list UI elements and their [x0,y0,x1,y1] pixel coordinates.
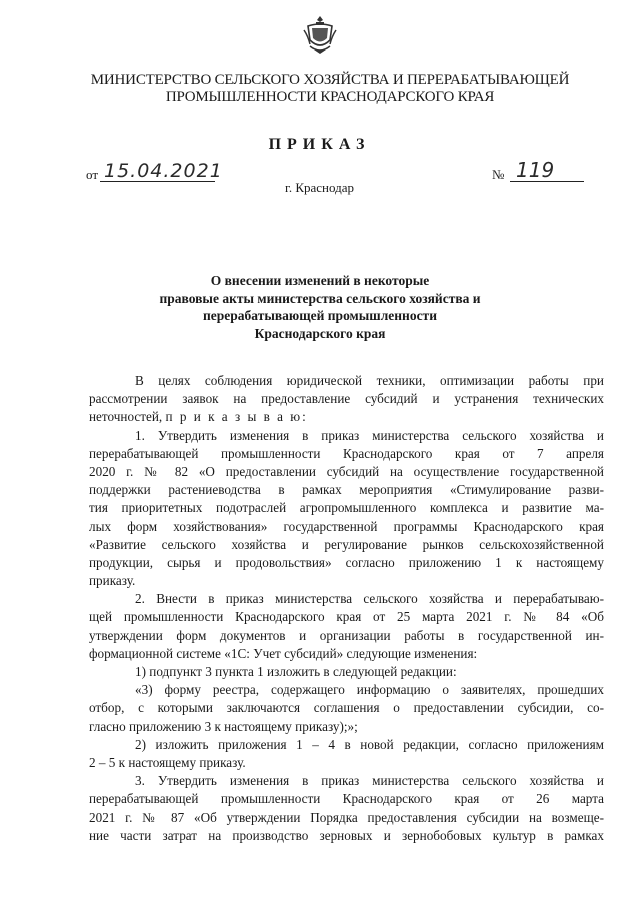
body-line: В целях соблюдения юридической техники, оптимизации работы при [135,373,604,388]
body-line-part: неточностей, [89,409,163,425]
body-line: формационной системе «1С: Учет субсидий» следующие изменения: [89,645,478,661]
body-line: «Развитие сельского хозяйства и регулирование рынков сельскохозяйственной [89,536,604,552]
body-line: 2) изложить приложения 1 – 4 в новой редакции, согласно приложениям [135,736,604,752]
subject-line: Краснодарского края [254,325,386,341]
body-line: 2021 г. № 87 «Об утверждении Порядка предоставления субсидии на возмеще- [89,809,604,825]
order-title: ПРИКАЗ [268,136,371,153]
body-line: щей промышленности Краснодарского края от 25 марта 2021 г. № 84 «Об [89,609,604,625]
body-line: лых форм хозяйствования» государственной программы Краснодарского края [89,518,604,534]
ministry-name-line1: МИНИСТЕРСТВО СЕЛЬСКОГО ХОЗЯЙСТВА И ПЕРЕРАБАТЫВАЮЩЕЙ [90,72,570,88]
body-line: «3) форму реестра, содержащего информацию о заявителях, прошедших [135,682,604,698]
coat-of-arms-icon [302,14,338,56]
body-line: утверждении форм документов и организации работы в государственной ин- [89,627,604,643]
body-line: 2. Внести в приказ министерства сельского хозяйства и перерабатываю- [135,591,604,607]
date-prefix: от [86,167,99,182]
subject-line: правовые акты министерства сельского хозяйства и [159,290,481,306]
order-body [89,372,604,845]
body-line: 1. Утвердить изменения в приказ министерства сельского хозяйства и [135,427,604,443]
body-line [89,408,604,426]
body-line: продукции, сырья и продовольствия» согласно приложению 1 к настоящему [89,554,604,570]
ministry-name-line2: ПРОМЫШЛЕННОСТИ КРАСНОДАРСКОГО КРАЯ [165,89,495,105]
body-line: гласно приложению 3 к настоящему приказу);»; [89,718,358,734]
body-line: приказу. [89,573,136,589]
body-line: 2 – 5 к настоящему приказу. [89,754,246,770]
body-line: рассмотрении заявок на предоставление субсидий и устранения технических [89,391,604,407]
body-line: отбор, с которыми заключаются соглашения о предоставлении субсидии, со- [89,700,604,716]
order-number: 119 [516,158,555,182]
decree-word: п р и к а з ы в а ю: [165,409,308,425]
body-line: ние части затрат на производство зерновых и зернобобовых культур в рамках [89,827,604,843]
body-line: перерабатывающей промышленности Краснодарского края от 7 апреля [89,445,604,461]
body-line: перерабатывающей промышленности Краснодарского края от 26 марта [89,791,604,807]
ministry-name [60,72,600,106]
subject-line: О внесении изменений в некоторые [210,273,430,288]
body-line: поддержки растениеводства в рамках мероприятия «Стимулирование разви- [89,482,604,498]
subject-line: перерабатывающей промышленности [203,308,437,323]
number-prefix: № [492,167,505,182]
body-line: тия приоритетных подотраслей агропромышленного комплекса и развитие ма- [89,500,604,516]
body-line: 3. Утвердить изменения в приказ министерства сельского хозяйства и [135,773,604,789]
order-subject [120,272,520,342]
city: г. Краснодар [284,180,355,195]
body-line: 2020 г. № 82 «О предоставлении субсидий на осуществление государственной [89,463,604,479]
order-date: 15.04.2021 [104,160,223,182]
body-line: 1) подпункт 3 пункта 1 изложить в следующей редакции: [135,664,457,679]
